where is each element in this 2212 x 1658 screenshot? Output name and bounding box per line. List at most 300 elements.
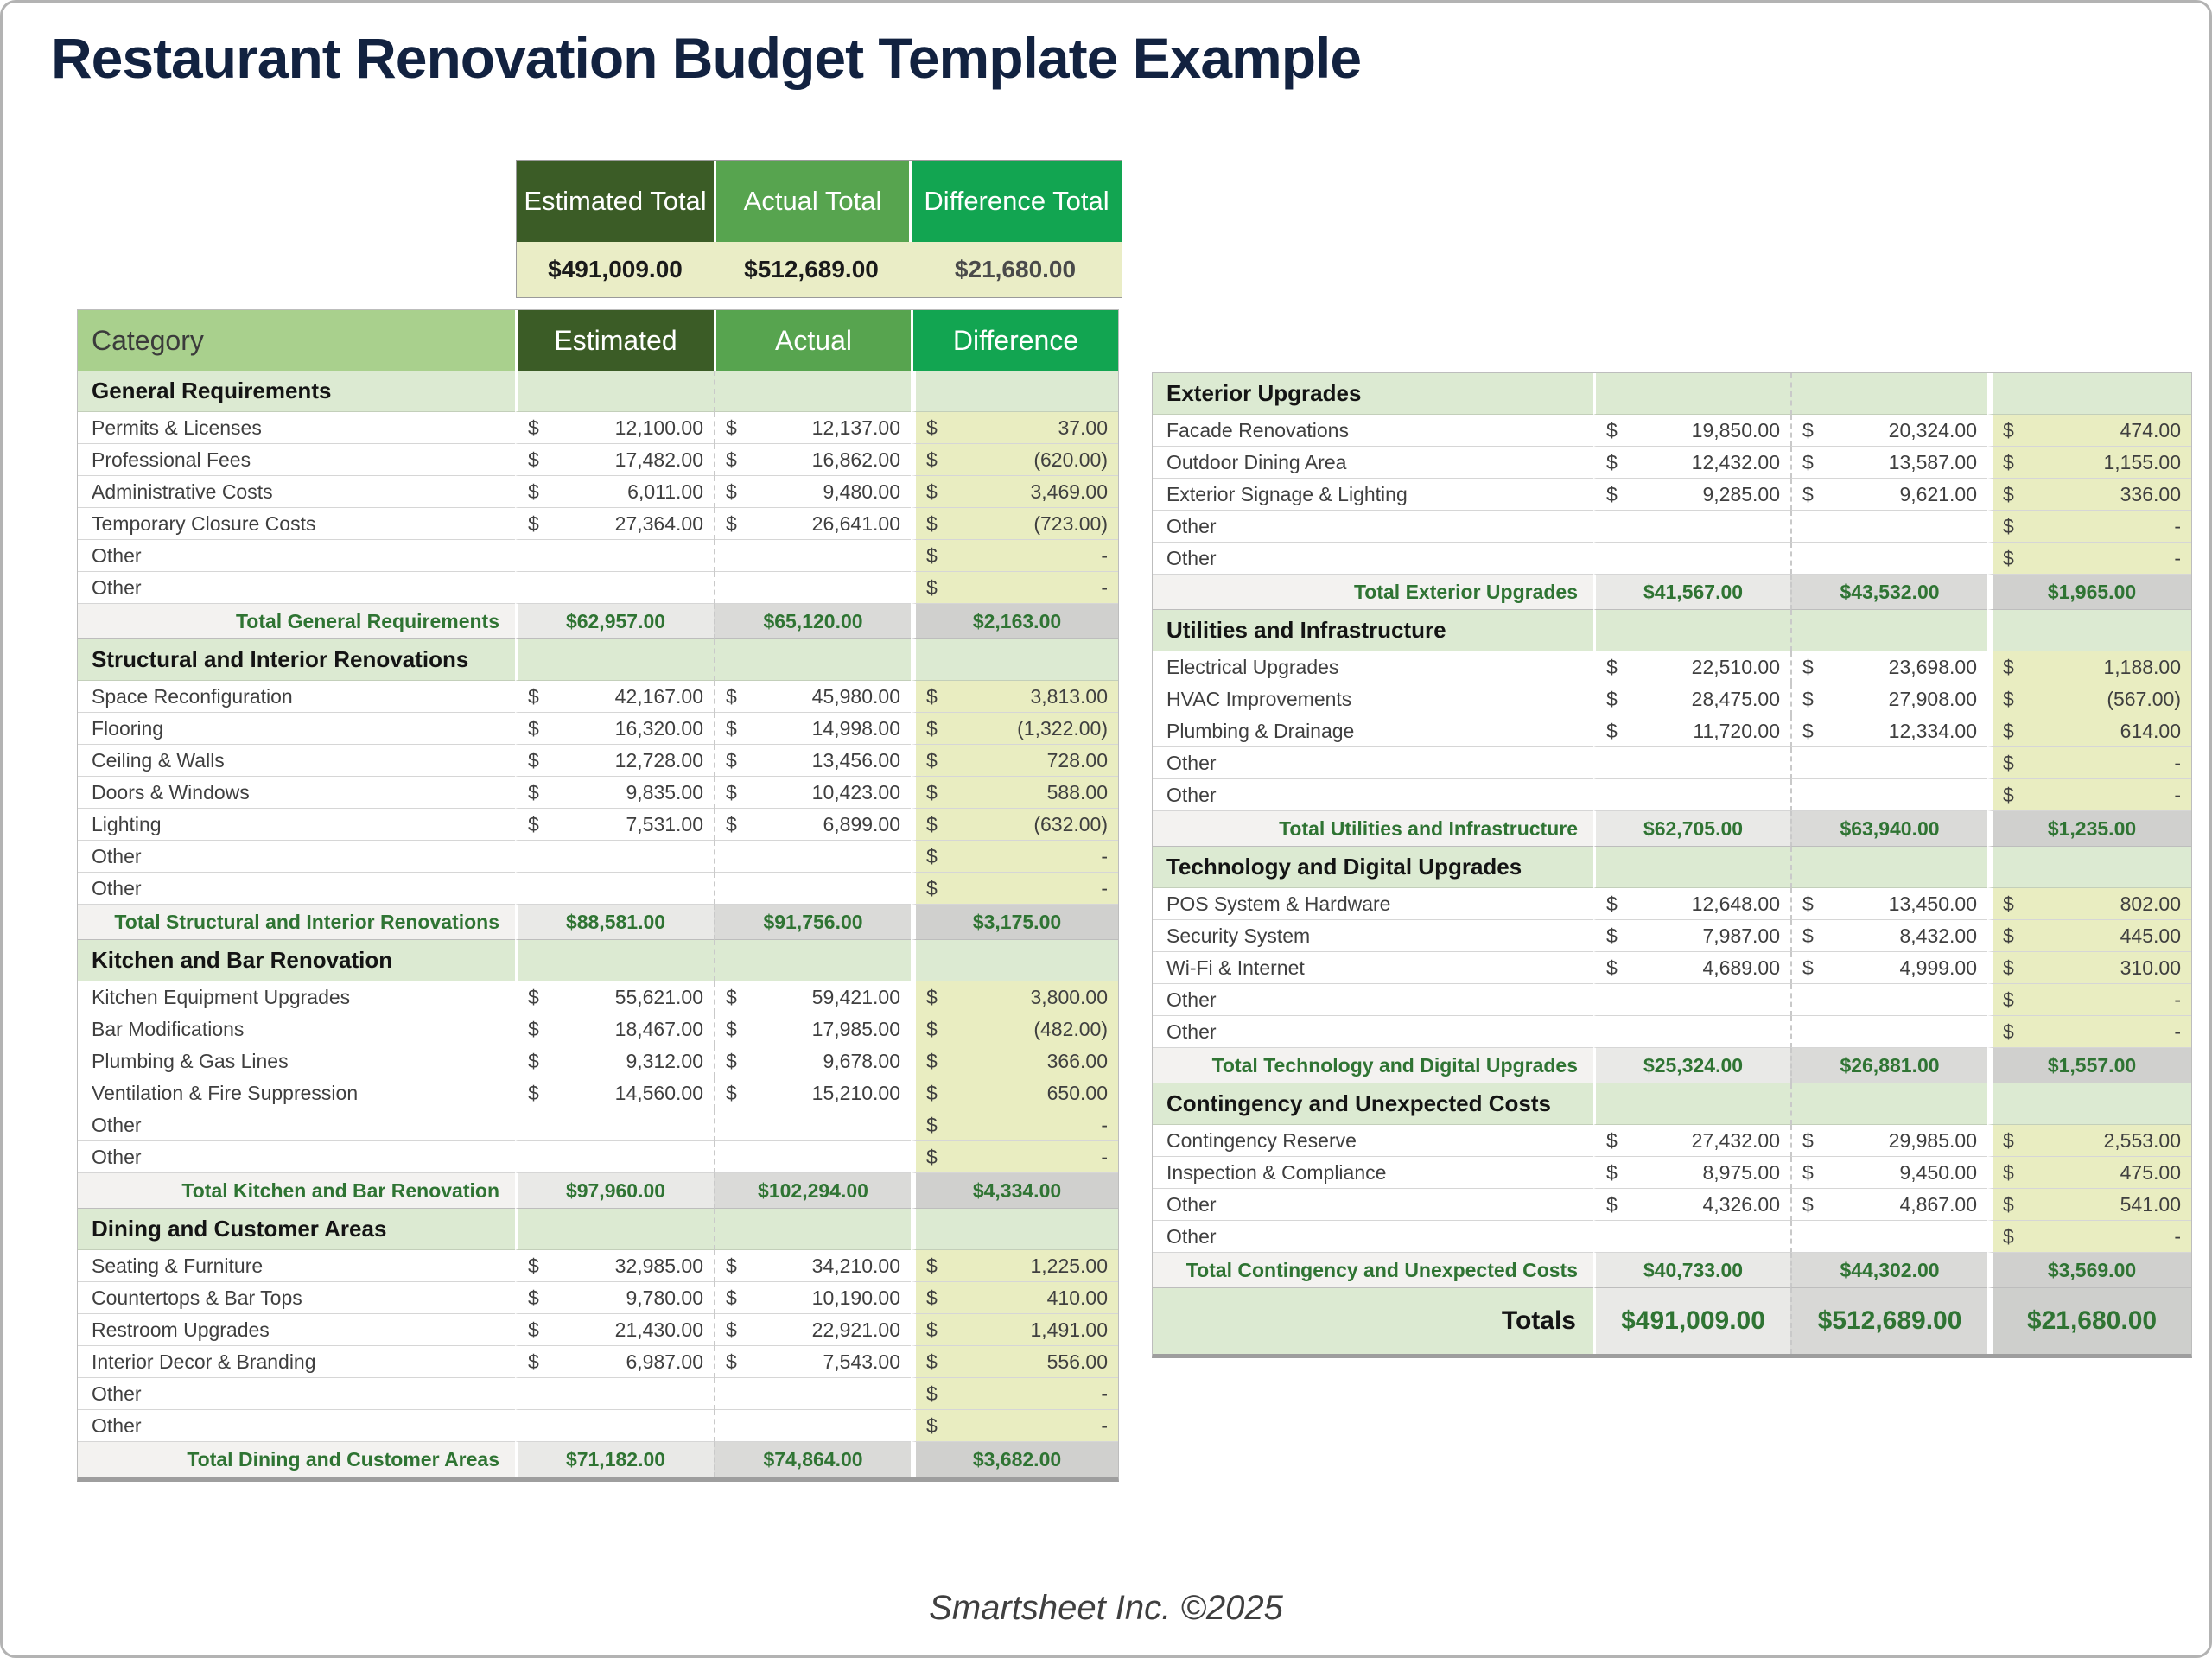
estimated-cell[interactable] [1593,1157,1790,1189]
amount: 4,689.00 [1702,956,1780,979]
total-estimated-cell[interactable]: $88,581.00 [515,905,714,940]
difference-cell[interactable] [1987,511,2191,543]
section-header-row [78,371,1118,412]
estimated-cell[interactable] [515,444,714,476]
amount: 18,467.00 [614,1017,703,1040]
actual-cell[interactable] [714,981,911,1013]
difference-cell[interactable] [911,809,1118,841]
estimated-cell[interactable] [515,745,714,777]
estimated-cell[interactable] [1593,479,1790,511]
total-label-cell: Total General Requirements [78,604,515,639]
amount: 29,985.00 [1888,1128,1977,1152]
total-estimated-cell[interactable]: $41,567.00 [1593,575,1790,610]
actual-cell[interactable] [714,1045,911,1077]
summary-difference-total-value[interactable]: $21,680.00 [909,242,1122,297]
category-cell[interactable]: Restroom Upgrades [78,1314,515,1346]
estimated-cell[interactable] [1593,747,1790,779]
category-cell[interactable]: Other [1153,1016,1593,1048]
total-estimated-cell[interactable]: $62,957.00 [515,604,714,639]
estimated-cell[interactable] [1593,952,1790,984]
difference-cell[interactable] [1987,1125,2191,1157]
total-estimated-cell[interactable]: $62,705.00 [1593,811,1790,847]
currency-symbol: $ [1802,687,1814,710]
section-header-row [1153,610,2191,651]
amount: 614.00 [2120,719,2181,742]
difference-cell[interactable] [1987,1221,2191,1253]
currency-symbol: $ [1606,719,1618,742]
difference-cell[interactable] [911,412,1118,444]
grand-total-actual-cell[interactable]: $512,689.00 [1790,1288,1987,1354]
category-cell[interactable]: Exterior Signage & Lighting [1153,479,1593,511]
grand-total-estimated-cell[interactable]: $491,009.00 [1593,1288,1790,1354]
difference-cell[interactable] [1987,920,2191,952]
estimated-cell[interactable] [1593,715,1790,747]
difference-cell[interactable] [1987,651,2191,683]
actual-cell[interactable] [1790,920,1987,952]
budget-table-left [77,309,1119,1482]
difference-cell[interactable] [1987,447,2191,479]
category-cell[interactable]: Electrical Upgrades [1153,651,1593,683]
currency-symbol: $ [726,1350,737,1373]
category-cell[interactable]: Facade Renovations [1153,415,1593,447]
difference-cell[interactable] [911,981,1118,1013]
actual-cell[interactable] [714,540,911,572]
total-actual-cell[interactable]: $26,881.00 [1790,1048,1987,1083]
currency-symbol: $ [1802,482,1814,505]
actual-cell[interactable] [1790,683,1987,715]
category-cell[interactable]: Doors & Windows [78,777,515,809]
table-row [1153,920,2191,952]
summary-estimated-total-value[interactable]: $491,009.00 [517,242,714,297]
amount: 37.00 [1058,416,1108,439]
total-difference-cell[interactable]: $3,682.00 [911,1442,1118,1477]
actual-cell[interactable] [714,681,911,713]
category-cell[interactable]: Kitchen Equipment Upgrades [78,981,515,1013]
total-difference-cell[interactable]: $3,175.00 [911,905,1118,940]
currency-symbol: $ [726,480,737,503]
amount: (723.00) [1033,511,1108,535]
total-difference-cell[interactable]: $4,334.00 [911,1173,1118,1209]
actual-cell[interactable] [714,745,911,777]
amount: 20,324.00 [1888,418,1977,441]
amount: 13,450.00 [1888,892,1977,915]
actual-cell[interactable] [714,1109,911,1141]
total-actual-cell[interactable]: $65,120.00 [714,604,911,639]
currency-symbol: $ [2003,1128,2014,1152]
estimated-cell[interactable] [515,777,714,809]
actual-cell[interactable] [714,841,911,873]
estimated-cell[interactable] [515,1346,714,1378]
category-cell[interactable]: Other [78,1378,515,1410]
currency-symbol: $ [2003,719,2014,742]
currency-symbol: $ [726,985,737,1008]
amount: 6,987.00 [626,1350,703,1373]
difference-cell[interactable] [1987,1016,2191,1048]
total-estimated-cell[interactable]: $25,324.00 [1593,1048,1790,1083]
summary-header-actual-total: Actual Total [714,161,909,242]
estimated-cell[interactable] [1593,984,1790,1016]
actual-cell[interactable] [714,412,911,444]
category-cell[interactable]: Other [1153,1221,1593,1253]
actual-cell[interactable] [714,777,911,809]
estimated-cell[interactable] [515,412,714,444]
currency-symbol: $ [528,1318,539,1341]
category-cell[interactable]: Plumbing & Gas Lines [78,1045,515,1077]
estimated-cell[interactable] [515,713,714,745]
difference-cell[interactable] [911,873,1118,905]
actual-cell[interactable] [714,1077,911,1109]
category-cell[interactable]: Temporary Closure Costs [78,508,515,540]
actual-cell[interactable] [714,1282,911,1314]
total-estimated-cell[interactable]: $71,182.00 [515,1442,714,1477]
currency-symbol: $ [1802,450,1814,473]
section-header-cell [1987,847,2191,888]
section-header-cell [1987,610,2191,651]
section-header-cell [911,940,1118,981]
estimated-cell[interactable] [515,1109,714,1141]
amount: 8,975.00 [1702,1160,1780,1184]
total-label-cell: Total Contingency and Unexpected Costs [1153,1253,1593,1288]
difference-cell[interactable] [911,1013,1118,1045]
estimated-cell[interactable] [515,1314,714,1346]
section-header-cell [1987,373,2191,415]
total-actual-cell[interactable]: $91,756.00 [714,905,911,940]
currency-symbol: $ [1802,418,1814,441]
estimated-cell[interactable] [515,1378,714,1410]
category-cell[interactable]: Other [78,1141,515,1173]
difference-cell[interactable] [911,1077,1118,1109]
difference-cell[interactable] [911,572,1118,604]
category-cell[interactable]: Other [78,873,515,905]
difference-cell[interactable] [911,681,1118,713]
amount: 1,225.00 [1030,1254,1108,1277]
currency-symbol: $ [1606,450,1618,473]
currency-symbol: $ [1606,956,1618,979]
estimated-cell[interactable] [1593,447,1790,479]
actual-cell[interactable] [1790,715,1987,747]
category-cell[interactable]: Ceiling & Walls [78,745,515,777]
estimated-cell[interactable] [1593,543,1790,575]
summary-table [516,160,1122,298]
currency-symbol: $ [726,1049,737,1072]
difference-cell[interactable] [1987,715,2191,747]
estimated-cell[interactable] [515,681,714,713]
difference-cell[interactable] [1987,888,2191,920]
category-cell[interactable]: Countertops & Bar Tops [78,1282,515,1314]
difference-cell[interactable] [911,508,1118,540]
estimated-cell[interactable] [515,540,714,572]
budget-table-right-body [1153,373,2191,1354]
section-header-cell [714,1209,911,1250]
total-actual-cell[interactable]: $43,532.00 [1790,575,1987,610]
total-difference-cell[interactable]: $2,163.00 [911,604,1118,639]
actual-cell[interactable] [714,1250,911,1282]
amount: 16,320.00 [614,716,703,740]
section-header-label: Structural and Interior Renovations [78,639,515,681]
difference-cell[interactable] [1987,543,2191,575]
estimated-cell[interactable] [1593,683,1790,715]
difference-cell[interactable] [1987,747,2191,779]
section-header-cell [1593,610,1790,651]
currency-symbol: $ [1606,1128,1618,1152]
total-label-cell: Total Structural and Interior Renovations [78,905,515,940]
section-header-label: General Requirements [78,371,515,412]
actual-cell[interactable] [714,508,911,540]
actual-cell[interactable] [714,1141,911,1173]
actual-cell[interactable] [714,572,911,604]
currency-symbol: $ [926,1254,938,1277]
table-row [78,1410,1118,1442]
total-actual-cell[interactable]: $102,294.00 [714,1173,911,1209]
actual-cell[interactable] [1790,511,1987,543]
actual-cell[interactable] [1790,888,1987,920]
estimated-cell[interactable] [515,809,714,841]
table-row [78,873,1118,905]
actual-cell[interactable] [1790,479,1987,511]
summary-actual-total-value[interactable]: $512,689.00 [714,242,909,297]
actual-cell[interactable] [714,713,911,745]
amount: 6,899.00 [823,812,900,835]
difference-cell[interactable] [1987,1157,2191,1189]
currency-symbol: $ [528,511,539,535]
difference-cell[interactable] [911,1141,1118,1173]
estimated-cell[interactable] [515,1045,714,1077]
category-cell[interactable]: Interior Decor & Branding [78,1346,515,1378]
actual-cell[interactable] [1790,1221,1987,1253]
difference-cell[interactable] [1987,683,2191,715]
actual-cell[interactable] [1790,651,1987,683]
estimated-cell[interactable] [515,1410,714,1442]
difference-cell[interactable] [1987,952,2191,984]
section-header-cell [911,1209,1118,1250]
estimated-cell[interactable] [1593,888,1790,920]
category-cell[interactable]: HVAC Improvements [1153,683,1593,715]
category-cell[interactable]: Other [1153,1189,1593,1221]
amount: 11,720.00 [1693,719,1780,742]
category-cell[interactable]: Other [78,1109,515,1141]
category-cell[interactable]: Flooring [78,713,515,745]
actual-cell[interactable] [1790,415,1987,447]
actual-cell[interactable] [714,1378,911,1410]
section-total-row [1153,1048,2191,1083]
category-cell[interactable]: Administrative Costs [78,476,515,508]
actual-cell[interactable] [1790,984,1987,1016]
category-cell[interactable]: Wi-Fi & Internet [1153,952,1593,984]
section-header-cell [714,940,911,981]
section-header-cell [1987,1083,2191,1125]
difference-cell[interactable] [911,476,1118,508]
category-cell[interactable]: Other [78,841,515,873]
estimated-cell[interactable] [1593,1221,1790,1253]
difference-cell[interactable] [911,745,1118,777]
difference-cell[interactable] [911,841,1118,873]
actual-cell[interactable] [1790,1016,1987,1048]
currency-symbol: $ [1802,1160,1814,1184]
category-cell[interactable]: Other [78,572,515,604]
amount: (482.00) [1033,1017,1108,1040]
actual-cell[interactable] [714,1013,911,1045]
estimated-cell[interactable] [515,1141,714,1173]
total-actual-cell[interactable]: $44,302.00 [1790,1253,1987,1288]
amount: 4,867.00 [1899,1192,1977,1216]
section-header-cell [1790,847,1987,888]
category-cell[interactable]: Other [1153,511,1593,543]
category-cell[interactable]: Ventilation & Fire Suppression [78,1077,515,1109]
actual-cell[interactable] [1790,543,1987,575]
estimated-cell[interactable] [1593,1125,1790,1157]
section-header-cell [1593,1083,1790,1125]
amount: 42,167.00 [614,684,703,708]
currency-symbol: $ [2003,892,2014,915]
actual-cell[interactable] [714,1346,911,1378]
actual-cell[interactable] [1790,1157,1987,1189]
table-row [78,1013,1118,1045]
currency-symbol: $ [528,480,539,503]
footer-credit: Smartsheet Inc. ©2025 [929,1589,1283,1627]
estimated-cell[interactable] [515,1250,714,1282]
actual-cell[interactable] [1790,952,1987,984]
amount: 14,560.00 [614,1081,703,1104]
actual-cell[interactable] [714,1410,911,1442]
total-estimated-cell[interactable]: $97,960.00 [515,1173,714,1209]
estimated-cell[interactable] [515,1282,714,1314]
category-cell[interactable]: Other [78,1410,515,1442]
category-cell[interactable]: Inspection & Compliance [1153,1157,1593,1189]
grand-total-difference-cell[interactable]: $21,680.00 [1987,1288,2191,1354]
amount: 12,137.00 [811,416,900,439]
difference-cell[interactable] [911,1045,1118,1077]
estimated-cell[interactable] [515,508,714,540]
difference-cell[interactable] [911,444,1118,476]
estimated-cell[interactable] [1593,651,1790,683]
column-header-estimated: Estimated [515,310,714,371]
amount: 32,985.00 [614,1254,703,1277]
actual-cell[interactable] [1790,1125,1987,1157]
actual-cell[interactable] [714,809,911,841]
difference-cell[interactable] [911,1314,1118,1346]
actual-cell[interactable] [1790,747,1987,779]
currency-symbol: $ [1802,1128,1814,1152]
total-difference-cell[interactable]: $3,569.00 [1987,1253,2191,1288]
amount: 3,469.00 [1030,480,1108,503]
currency-symbol: $ [726,716,737,740]
currency-symbol: $ [528,448,539,471]
difference-cell[interactable] [911,540,1118,572]
difference-cell[interactable] [1987,984,2191,1016]
estimated-cell[interactable] [515,572,714,604]
estimated-cell[interactable] [515,1077,714,1109]
difference-cell[interactable] [1987,779,2191,811]
difference-cell[interactable] [1987,479,2191,511]
category-cell[interactable]: Outdoor Dining Area [1153,447,1593,479]
estimated-cell[interactable] [1593,415,1790,447]
difference-cell[interactable] [911,1410,1118,1442]
estimated-cell[interactable] [515,981,714,1013]
category-cell[interactable]: Plumbing & Drainage [1153,715,1593,747]
section-header-row [78,940,1118,981]
total-difference-cell[interactable]: $1,557.00 [1987,1048,2191,1083]
summary-header-difference-total: Difference Total [909,161,1122,242]
total-actual-cell[interactable]: $74,864.00 [714,1442,911,1477]
actual-cell[interactable] [714,444,911,476]
estimated-cell[interactable] [1593,1016,1790,1048]
amount: 13,456.00 [811,748,900,772]
actual-cell[interactable] [714,1314,911,1346]
amount: 10,423.00 [811,780,900,804]
table-row [1153,683,2191,715]
difference-cell[interactable] [911,1378,1118,1410]
amount: 9,480.00 [823,480,900,503]
amount: 26,641.00 [811,511,900,535]
estimated-cell[interactable] [515,873,714,905]
category-cell[interactable]: Other [1153,984,1593,1016]
difference-cell[interactable] [911,1346,1118,1378]
currency-symbol: $ [528,1286,539,1309]
currency-symbol: $ [926,684,938,708]
table-row [78,1378,1118,1410]
actual-cell[interactable] [1790,779,1987,811]
total-actual-cell[interactable]: $63,940.00 [1790,811,1987,847]
estimated-cell[interactable] [515,1013,714,1045]
actual-cell[interactable] [1790,447,1987,479]
amount: - [1101,844,1108,867]
estimated-cell[interactable] [1593,1189,1790,1221]
difference-cell[interactable] [911,1250,1118,1282]
currency-symbol: $ [1606,482,1618,505]
actual-cell[interactable] [714,873,911,905]
section-header-cell [911,371,1118,412]
difference-cell[interactable] [911,1109,1118,1141]
currency-symbol: $ [1802,956,1814,979]
estimated-cell[interactable] [1593,779,1790,811]
category-cell[interactable]: POS System & Hardware [1153,888,1593,920]
actual-cell[interactable] [714,476,911,508]
category-cell[interactable]: Lighting [78,809,515,841]
estimated-cell[interactable] [515,476,714,508]
difference-cell[interactable] [1987,415,2191,447]
currency-symbol: $ [2003,1160,2014,1184]
category-cell[interactable]: Permits & Licenses [78,412,515,444]
estimated-cell[interactable] [515,841,714,873]
category-cell[interactable]: Other [1153,747,1593,779]
currency-symbol: $ [926,575,938,599]
total-estimated-cell[interactable]: $40,733.00 [1593,1253,1790,1288]
amount: (632.00) [1033,812,1108,835]
category-cell[interactable]: Security System [1153,920,1593,952]
category-cell[interactable]: Other [78,540,515,572]
total-difference-cell[interactable]: $1,965.00 [1987,575,2191,610]
estimated-cell[interactable] [1593,920,1790,952]
actual-cell[interactable] [1790,1189,1987,1221]
page-title: Restaurant Renovation Budget Template Example [51,26,1362,90]
total-difference-cell[interactable]: $1,235.00 [1987,811,2191,847]
difference-cell[interactable] [1987,1189,2191,1221]
category-cell[interactable]: Space Reconfiguration [78,681,515,713]
estimated-cell[interactable] [1593,511,1790,543]
difference-cell[interactable] [911,713,1118,745]
category-cell[interactable]: Seating & Furniture [78,1250,515,1282]
difference-cell[interactable] [911,1282,1118,1314]
category-cell[interactable]: Other [1153,779,1593,811]
currency-symbol: $ [726,1017,737,1040]
table-row [1153,651,2191,683]
category-cell[interactable]: Other [1153,543,1593,575]
difference-cell[interactable] [911,777,1118,809]
category-cell[interactable]: Contingency Reserve [1153,1125,1593,1157]
section-header-cell [515,940,714,981]
category-cell[interactable]: Professional Fees [78,444,515,476]
category-cell[interactable]: Bar Modifications [78,1013,515,1045]
